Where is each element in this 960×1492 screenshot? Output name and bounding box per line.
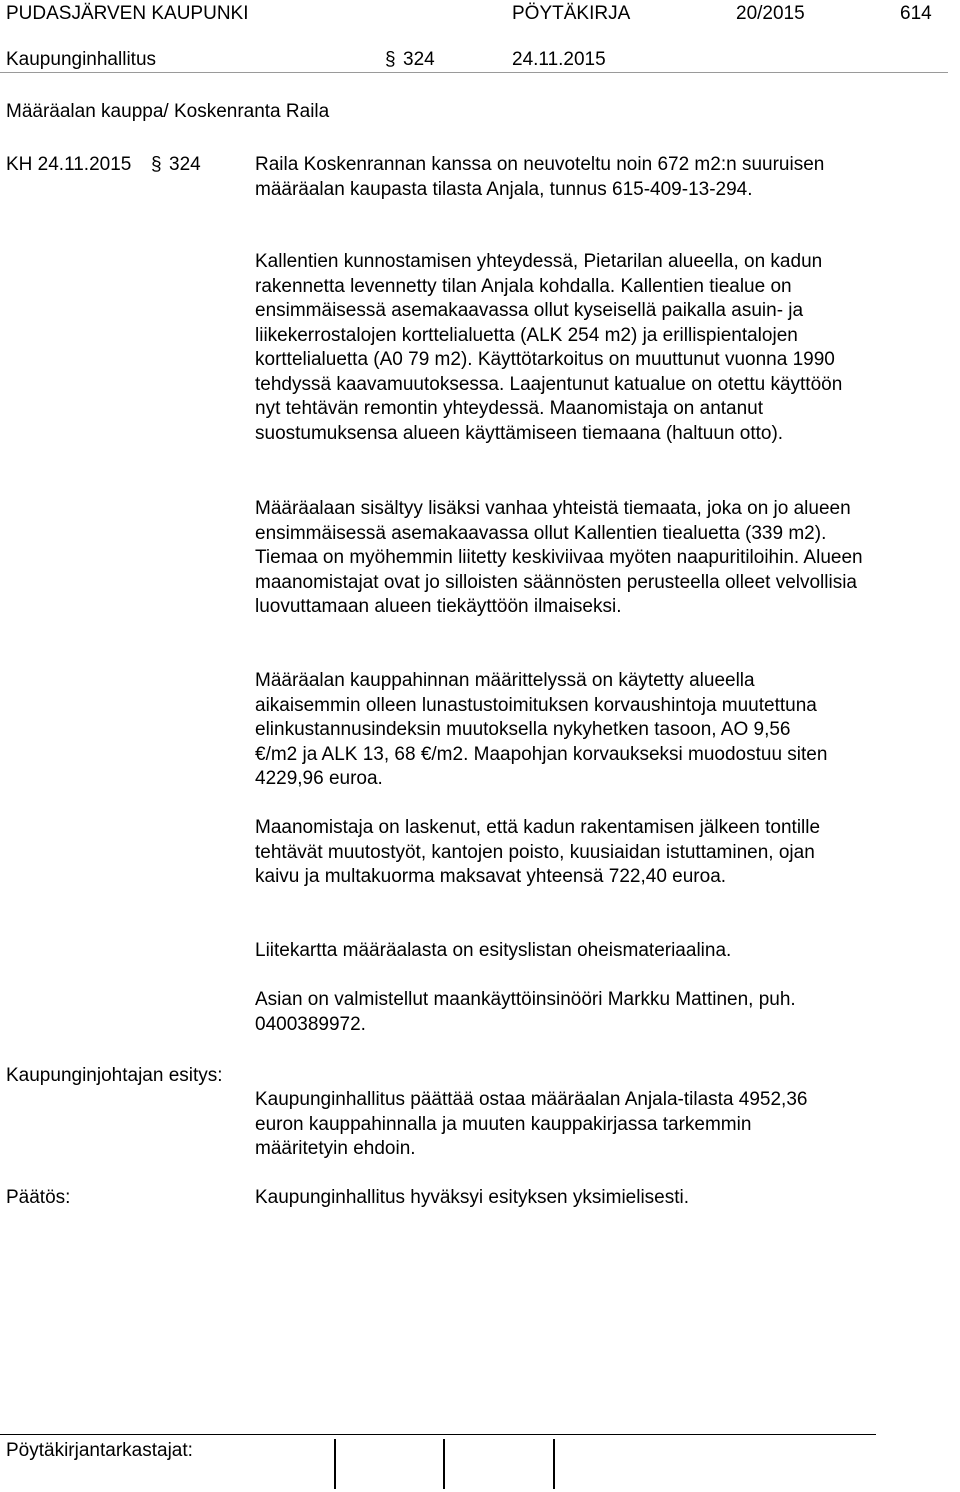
proposal-label: Kaupunginjohtajan esitys: bbox=[6, 1065, 223, 1086]
page-number: 614 bbox=[900, 3, 932, 24]
paragraph-4: Määräalan kauppahinnan määrittelyssä on käytetty alueella aikaisemmin olleen lunastustoimituksen korvaushintoja muutettuna elinkustannusindeksin muutoksella nykyhetken tasoon, AO 9,56 €/m2 ja ALK 13, 68 €/m2. Maapohjan korvaukseksi muodostuu siten 4229,96 euroa. bbox=[255, 670, 828, 789]
paragraph-3: Määräalaan sisältyy lisäksi vanhaa yhteistä tiemaata, joka on jo alueen ensimmäisessä asemakaavassa ollut Kallentien tiealuetta (339 m2). Tiemaa on myöhemmin liitetty keskiviivaa myöten naapuritiloihin. Alueen maanomistajat ovat jo silloisten säännösten perusteella olleet velvollisia luovuttamaan alueen tiekäyttöön ilmaiseksi. bbox=[255, 498, 863, 617]
document-number: 20/2015 bbox=[736, 3, 805, 24]
reference-section-symbol: § bbox=[151, 154, 162, 175]
document-type: PÖYTÄKIRJA bbox=[512, 3, 631, 24]
organization-name: PUDASJÄRVEN KAUPUNKI bbox=[6, 3, 249, 24]
reference-prefix: KH 24.11.2015 bbox=[6, 154, 132, 175]
paragraph-6: Liitekartta määräalasta on esityslistan oheismateriaalina. bbox=[255, 940, 732, 961]
section-symbol: § bbox=[385, 49, 396, 70]
signature-line-3 bbox=[553, 1439, 555, 1489]
decision-text: Kaupunginhallitus hyväksyi esityksen yksimielisesti. bbox=[255, 1187, 690, 1208]
paragraph-5: Maanomistaja on laskenut, että kadun rakentamisen jälkeen tontille tehtävät muutostyöt, kantojen poisto, kuusiaidan istuttaminen, ojan kaivu ja multakuorma maksavat yhteensä 722,40 euroa. bbox=[255, 817, 821, 887]
paragraph-2: Kallentien kunnostamisen yhteydessä, Pietarilan alueella, on kadun rakennetta levennetty tilan Anjala kohdalla. Kallentien tiealue on ensimmäisessä asemakaavassa ollut kyseisellä paikalla asuin- ja liikekerrostalojen korttelialuetta (ALK 254 m2) ja erillispientalojen korttelialuetta (A0 79 m2). Käyttötarkoitus on muuttunut vuonna 1990 tehdyssä kaavamuutoksessa. Laajentunut katualue on otettu käyttöön nyt tehtävän remontin yhteydessä. Maanomistaja on antanut suostumuksensa alueen käyttämiseen tiemaana (haltuun otto). bbox=[255, 251, 843, 444]
subject-title: Määräalan kauppa/ Koskenranta Raila bbox=[6, 101, 330, 122]
decision-label: Päätös: bbox=[6, 1187, 71, 1208]
meeting-date: 24.11.2015 bbox=[512, 49, 606, 70]
header-rule bbox=[0, 72, 948, 73]
body-name: Kaupunginhallitus bbox=[6, 49, 157, 70]
signature-line-1 bbox=[334, 1439, 336, 1489]
reviewers-label: Pöytäkirjantarkastajat: bbox=[6, 1440, 193, 1461]
signature-line-2 bbox=[443, 1439, 445, 1489]
footer-rule bbox=[0, 1434, 876, 1435]
paragraph-1: Raila Koskenrannan kanssa on neuvoteltu noin 672 m2:n suuruisen määräalan kaupasta tilasta Anjala, tunnus 615-409-13-294. bbox=[255, 154, 825, 200]
paragraph-7: Asian on valmistellut maankäyttöinsinööri Markku Mattinen, puh. 0400389972. bbox=[255, 989, 796, 1035]
proposal-text: Kaupunginhallitus päättää ostaa määräalan Anjala-tilasta 4952,36 euron kauppahinnalla ja muuten kauppakirjassa tarkemmin määritetyin ehdoin. bbox=[255, 1089, 808, 1159]
section-number: 324 bbox=[403, 49, 435, 70]
reference-section-number: 324 bbox=[169, 154, 201, 175]
